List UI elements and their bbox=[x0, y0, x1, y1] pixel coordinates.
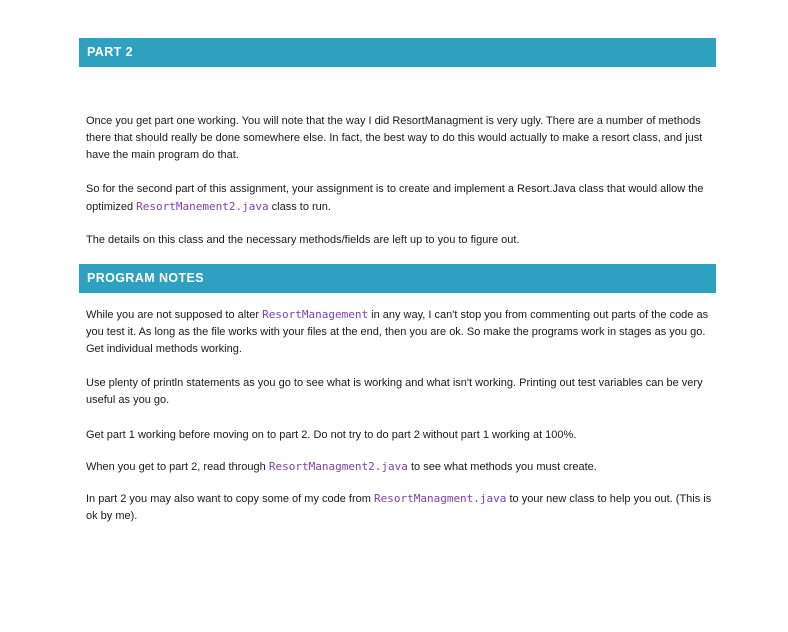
program-notes-paragraph-5-tail: to your new class to help you out. (This is ok by me). bbox=[86, 493, 712, 522]
part-2-paragraph-2 bbox=[86, 181, 716, 216]
program-notes-header: PROGRAM NOTES bbox=[79, 264, 716, 293]
code-resortmanement2-java: ResortManement2.java bbox=[136, 200, 269, 213]
program-notes-paragraph-1 bbox=[86, 306, 716, 358]
part-2-paragraph-2-text: So for the second part of this assignment, your assignment is to create and implement a Resort.Java class that would allow the optimized bbox=[86, 183, 704, 213]
program-notes-paragraph-1-tail: in any way, I can't stop you from commenting out parts of the code as you test it. As long as the file works with your files at the end, then you are ok. So make the programs work in stages as you go. Get individual methods working. bbox=[86, 309, 709, 355]
code-resortmanagment2-java: ResortManagment2.java bbox=[268, 460, 408, 473]
part-2-paragraph-3: The details on this class and the necessary methods/fields are left up to you to figure out. bbox=[86, 234, 520, 246]
program-notes-paragraph-4-text: When you get to part 2, read through bbox=[86, 461, 269, 473]
program-notes-paragraph-2: Use plenty of println statements as you go to see what is working and what isn't working. Printing out test variables can be very useful as you go. bbox=[86, 377, 703, 406]
part-2-paragraph-1: Once you get part one working. You will note that the way I did ResortManagment is very ugly. There are a number of methods there that should really be done somewhere else. In fact, the best way to do this would actually to make a resort class, and just have the main program do that. bbox=[86, 115, 703, 161]
program-notes-paragraph-3: Get part 1 working before moving on to part 2. Do not try to do part 2 without part 1 working at 100%. bbox=[86, 429, 577, 441]
code-resortmanagment-java: ResortManagment.java bbox=[373, 492, 507, 505]
code-resortmanagement: ResortManagement bbox=[262, 308, 369, 321]
program-notes-paragraph-4 bbox=[86, 458, 716, 476]
part-2-header: PART 2 bbox=[79, 38, 716, 67]
program-notes-paragraph-4-tail: to see what methods you must create. bbox=[407, 461, 597, 473]
program-notes-paragraph-1-text: While you are not supposed to alter bbox=[86, 309, 263, 321]
program-notes-paragraph-5 bbox=[86, 490, 716, 525]
program-notes-paragraph-5-text: In part 2 you may also want to copy some of my code from bbox=[86, 493, 374, 505]
part-2-paragraph-2-tail: class to run. bbox=[268, 201, 331, 213]
